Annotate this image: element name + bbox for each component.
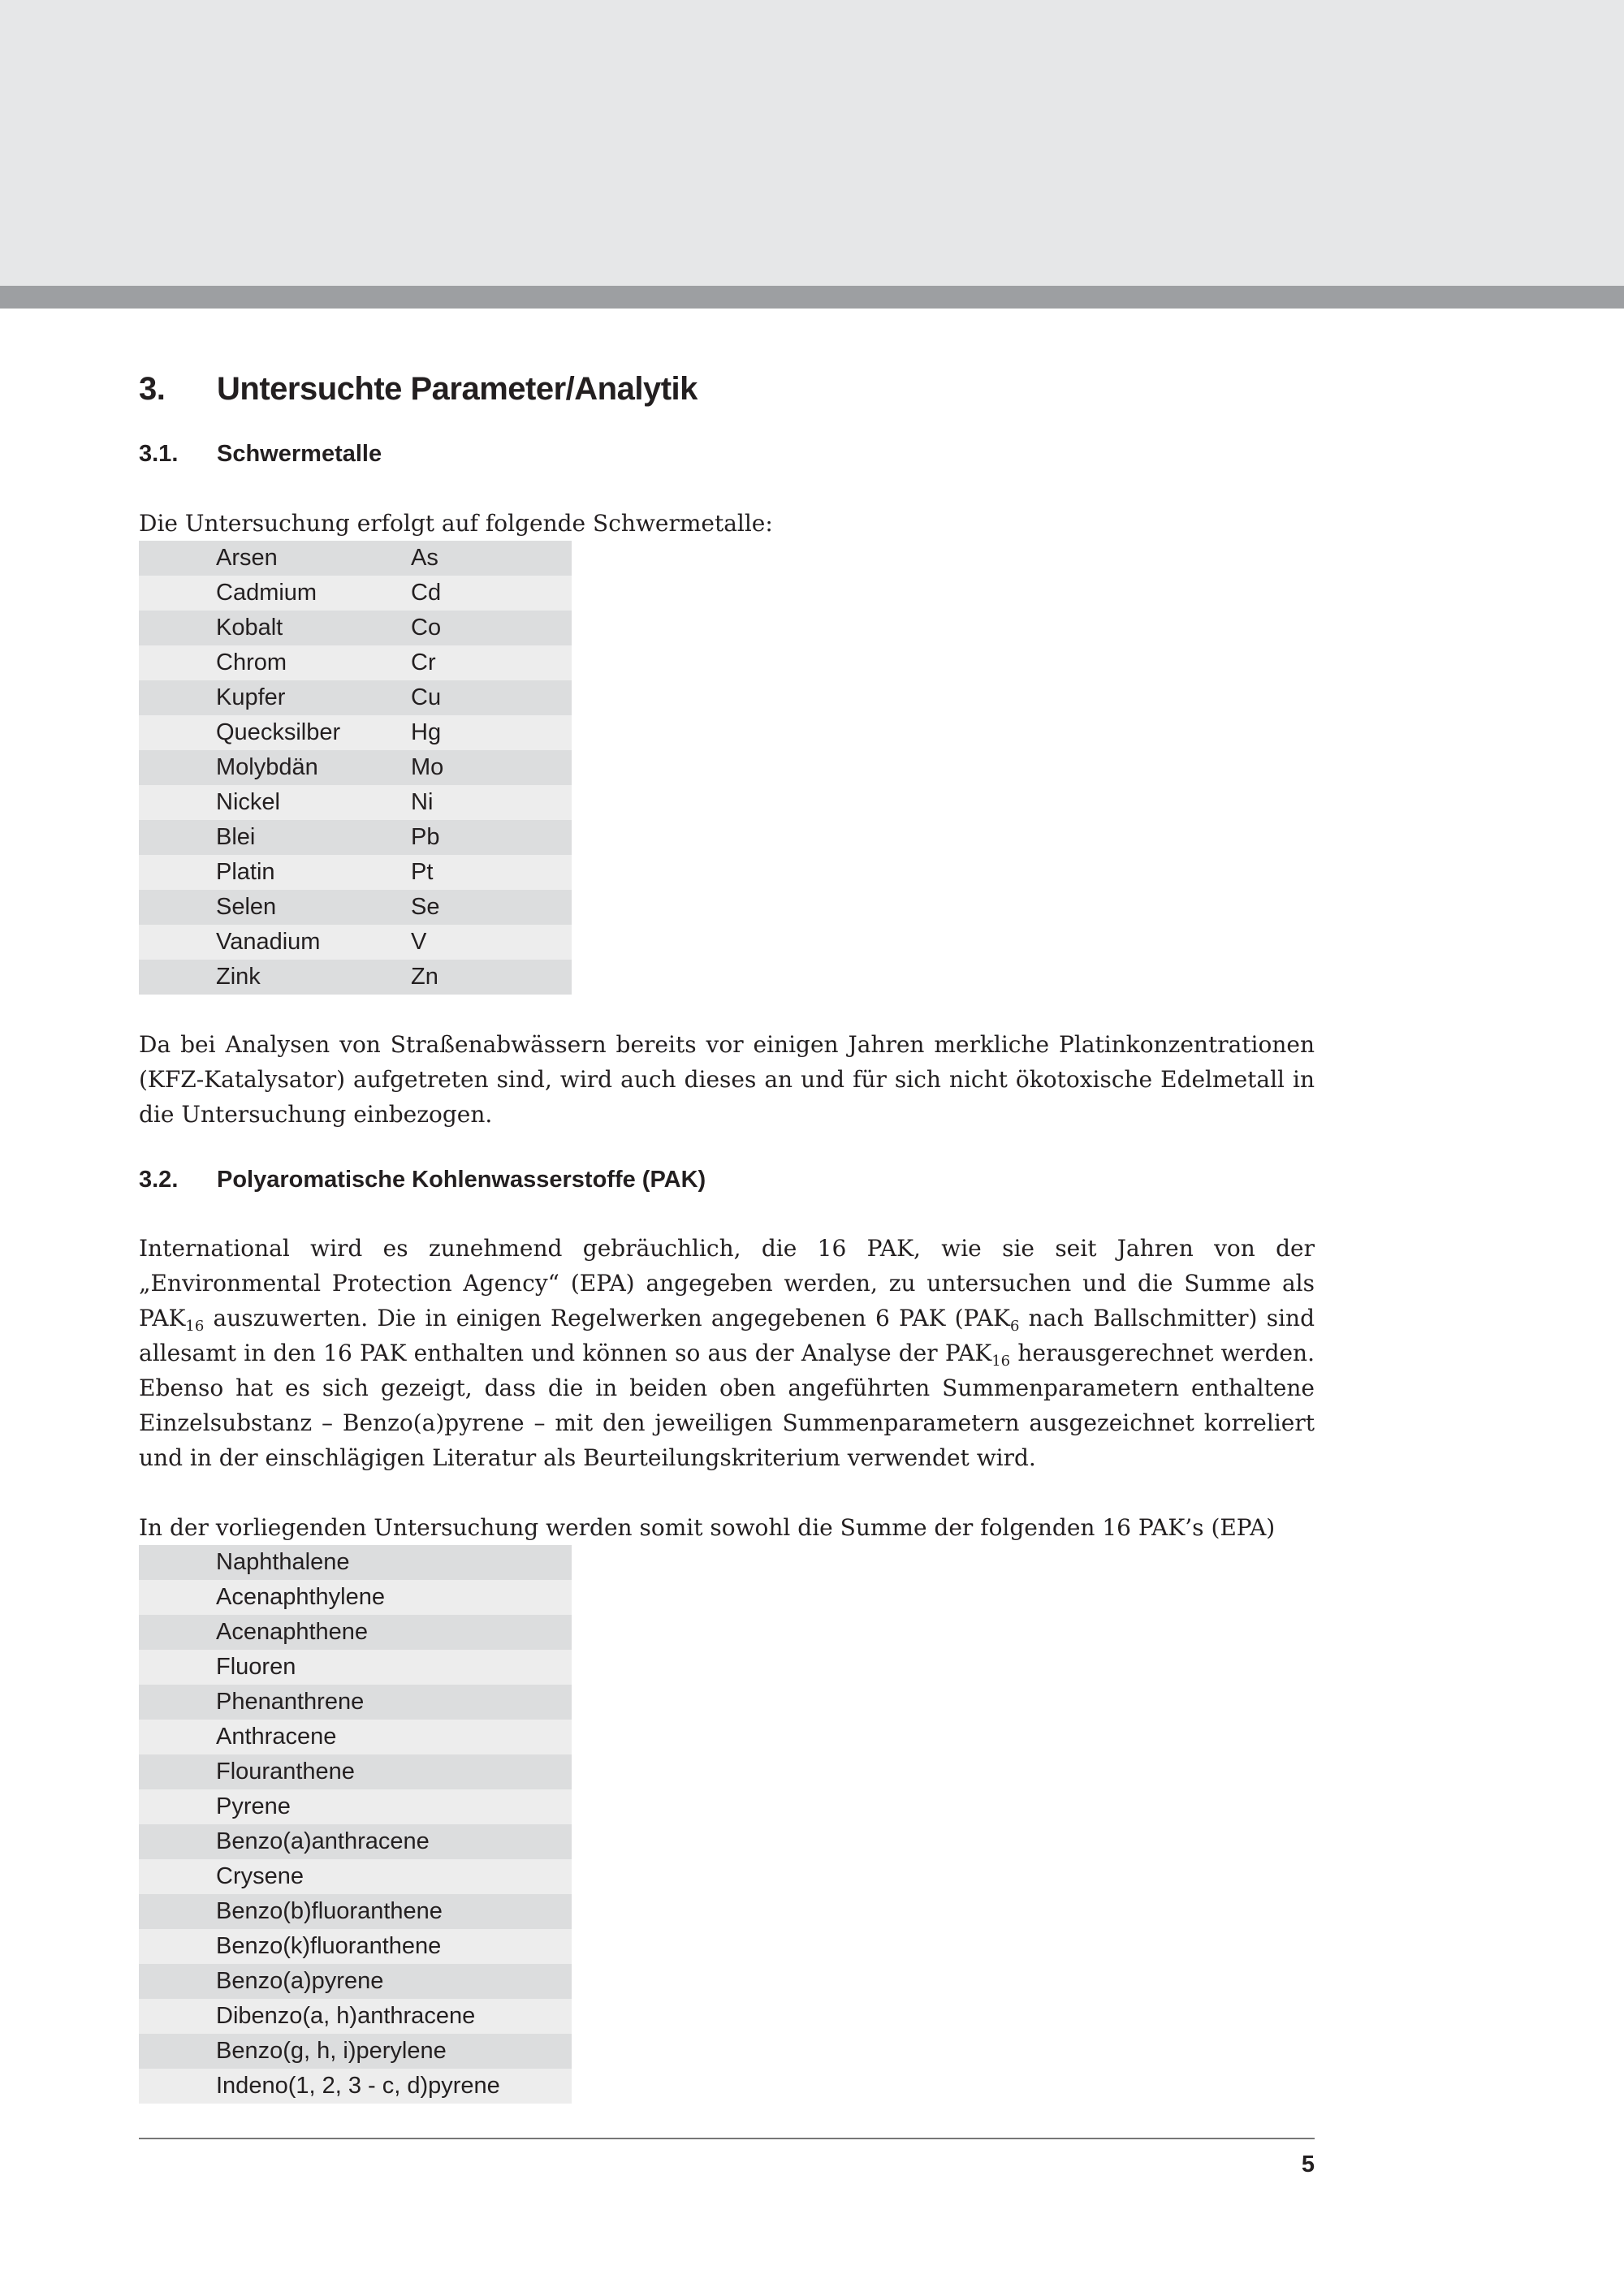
metal-symbol: Pb [411,820,572,855]
pah-name: Pyrene [139,1789,572,1824]
pah-name: Benzo(a)anthracene [139,1824,572,1859]
pah-name: Crysene [139,1859,572,1894]
metal-symbol: Co [411,611,572,645]
metal-name: Cadmium [139,576,411,611]
table-row [139,1650,572,1685]
section-title: Schwermetalle [217,441,382,467]
footer-rule [139,2138,1315,2139]
page-number: 5 [1301,2151,1315,2177]
pah-name: Flouranthene [139,1754,572,1789]
header-band [0,0,1624,286]
header-rule [0,286,1624,309]
table-row [139,1859,572,1894]
pak-intro: In der vorliegenden Untersuchung werden somit sowohl die Summe der folgenden 16 PAK’s (EPA) [139,1514,1276,1541]
section-number: 3. [139,371,166,407]
metal-name: Vanadium [139,925,411,960]
table-row [139,1894,572,1929]
section-number: 3.1. [139,441,179,467]
metal-name: Nickel [139,785,411,820]
pah-name: Benzo(g, h, i)perylene [139,2034,572,2069]
table-row [139,820,572,855]
metal-name: Platin [139,855,411,890]
pah-name: Anthracene [139,1720,572,1754]
metal-name: Selen [139,890,411,925]
metal-symbol: V [411,925,572,960]
metal-symbol: Hg [411,715,572,750]
pak-paragraph: International wird es zunehmend gebräuchlich, die 16 PAK, wie sie seit Jahren von der „Environmental Protection Agency“ (EPA) angegeben werden, zu untersuchen und die Summe als $PAK_{16}$ auszuwerten. Die in einigen Regelwerken angegebenen 6 PAK ($PAK_6$ nach Ballschmitter) sind allesamt in den 16 PAK enthalten und können so aus der Analyse der $PAK_{16}$ herausgerechnet werden. Ebenso hat es sich gezeigt, dass die in beiden oben angeführten Summenparametern enthaltene Einzelsubstanz – Benzo(a)pyrene – mit den jeweiligen Summenparametern ausgezeichnet korreliert und in der einschlägigen Literatur als Beurteilungskriterium verwendet wird. [139,1235,1315,1471]
pah-name: Benzo(k)fluoranthene [139,1929,572,1964]
table-row [139,645,572,680]
pah-name: Dibenzo(a, h)anthracene [139,1999,572,2034]
table-row [139,1720,572,1754]
section-3-1-heading [139,441,1315,468]
metal-name: Arsen [139,541,411,576]
table-row [139,2069,572,2104]
metal-name: Kupfer [139,680,411,715]
table-row [139,890,572,925]
metal-symbol: As [411,541,572,576]
table-row [139,541,572,576]
metal-symbol: Cr [411,645,572,680]
metal-symbol: Cu [411,680,572,715]
pah-name: Naphthalene [139,1545,572,1580]
table-row [139,1685,572,1720]
metal-name: Kobalt [139,611,411,645]
table-row [139,1824,572,1859]
table-row [139,1615,572,1650]
table-row [139,715,572,750]
table-row [139,785,572,820]
table-row [139,750,572,785]
section-title: Untersuchte Parameter/Analytik [217,371,698,407]
platinum-note: Da bei Analysen von Straßenabwässern bereits vor einigen Jahren merkliche Platinkonzentrationen (KFZ-Katalysator) aufgetreten sind, wird auch dieses an und für sich nicht ökotoxische Edelmetall in die Untersuchung einbezogen. [139,1031,1315,1128]
metal-name: Molybdän [139,750,411,785]
table-row [139,576,572,611]
table-row [139,1999,572,2034]
metal-symbol: Cd [411,576,572,611]
metals-table [139,541,572,995]
metal-name: Quecksilber [139,715,411,750]
metal-symbol: Ni [411,785,572,820]
table-row [139,1545,572,1580]
table-row [139,1789,572,1824]
page-content [139,357,1315,2104]
section-3-2-heading [139,1167,1315,1193]
pah-name: Acenaphthylene [139,1580,572,1615]
metal-symbol: Mo [411,750,572,785]
table-row [139,1929,572,1964]
pah-name: Benzo(b)fluoranthene [139,1894,572,1929]
metals-intro: Die Untersuchung erfolgt auf folgende Schwermetalle: [139,510,773,537]
metal-name: Zink [139,960,411,995]
pah-name: Benzo(a)pyrene [139,1964,572,1999]
section-3-heading [139,371,1315,436]
table-row [139,1754,572,1789]
section-number: 3.2. [139,1167,179,1193]
table-row [139,680,572,715]
table-row [139,1964,572,1999]
pah-name: Phenanthrene [139,1685,572,1720]
table-row [139,1580,572,1615]
metal-symbol: Pt [411,855,572,890]
pah-name: Indeno(1, 2, 3 - c, d)pyrene [139,2069,572,2104]
metal-symbol: Se [411,890,572,925]
metal-name: Blei [139,820,411,855]
pah-table [139,1545,572,2104]
table-row [139,960,572,995]
metal-symbol: Zn [411,960,572,995]
table-row [139,855,572,890]
table-row [139,611,572,645]
pah-name: Fluoren [139,1650,572,1685]
metal-name: Chrom [139,645,411,680]
section-title: Polyaromatische Kohlenwasserstoffe (PAK) [217,1167,706,1193]
table-row [139,2034,572,2069]
table-row [139,925,572,960]
pah-name: Acenaphthene [139,1615,572,1650]
